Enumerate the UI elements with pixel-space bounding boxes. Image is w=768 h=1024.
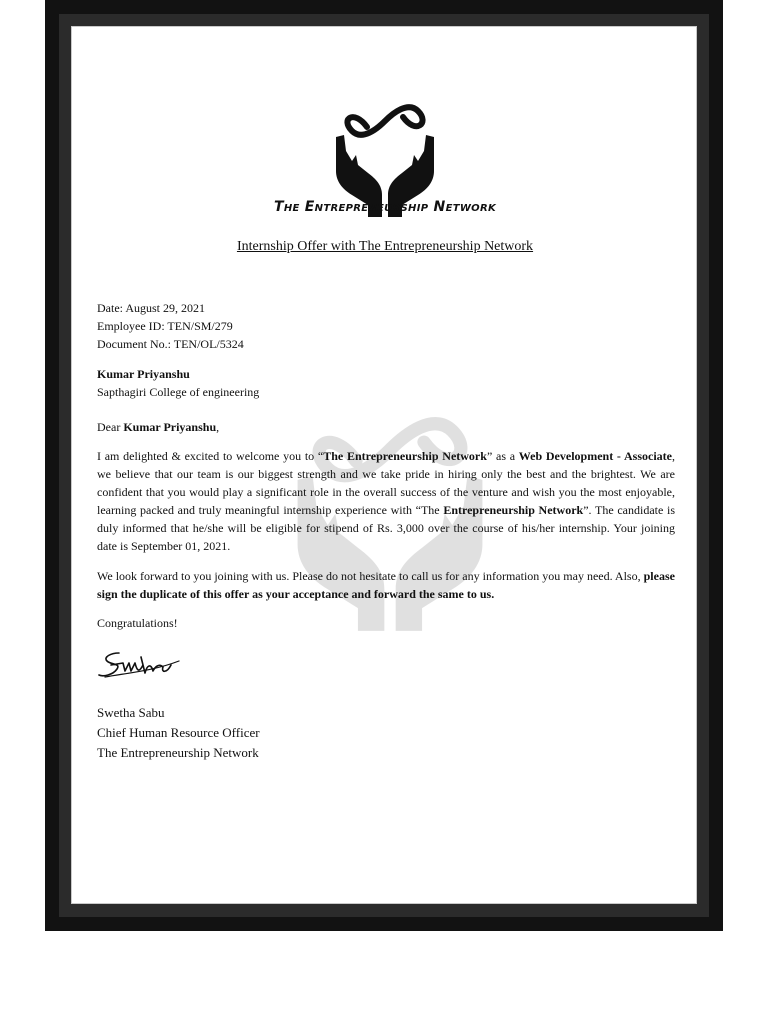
- body1-text-1: I am delighted & excited to welcome you to “: [97, 449, 324, 463]
- body1-text-4: ”. The candidate is duly informed that he/she will be eligible for stipend of Rs. 3,000 over the course of his/her internship. Your joining date is September 01, 2021.: [97, 503, 675, 553]
- recipient-college: Sapthagiri College of engineering: [97, 385, 260, 399]
- greeting: [97, 418, 219, 436]
- letter-page: [71, 26, 697, 904]
- closing-line: Congratulations!: [97, 616, 178, 630]
- signoff-block: [97, 703, 260, 763]
- body2-text-1: We look forward to you joining with us. Please do not hesitate to call us for any information you may need. Also,: [97, 569, 644, 583]
- body-paragraph-2: [97, 567, 675, 603]
- meta-document-no: Document No.: TEN/OL/5324: [97, 337, 244, 351]
- signoff-name: Swetha Sabu: [97, 705, 165, 720]
- body1-text-2: ” as a: [486, 449, 519, 463]
- meta-employee-id: Employee ID: TEN/SM/279: [97, 319, 233, 333]
- greeting-prefix: Dear: [97, 420, 124, 434]
- recipient-block: [97, 365, 259, 401]
- greeting-suffix: ,: [216, 420, 220, 434]
- body1-bold-org: The Entrepreneurship Network: [323, 449, 487, 463]
- greeting-name: Kumar Priyanshu: [123, 420, 217, 434]
- body1-bold-role: Web Development - Associate: [518, 449, 672, 463]
- signoff-role: Chief Human Resource Officer: [97, 725, 260, 740]
- body2-bold-request: please sign the duplicate of this offer as your acceptance and forward the same to us.: [97, 569, 675, 601]
- meta-date: Date: August 29, 2021: [97, 301, 205, 315]
- signoff-org: The Entrepreneurship Network: [97, 745, 259, 760]
- recipient-name: Kumar Priyanshu: [97, 367, 190, 381]
- letter-meta: [97, 299, 244, 353]
- body-paragraph-1: [97, 447, 675, 555]
- page-title: Internship Offer with The Entrepreneurship Network: [236, 239, 534, 254]
- body1-text-3: , we believe that our team is our biggest strength and we take pride in hiring only the best and the brightest. We are confident that you would play a significant role in the overall success of the venture and wish you the most enjoyable, learning packed and truly meaningful internship experience with “The: [97, 449, 675, 517]
- brand-name: The Entrepreneurship Network: [273, 199, 497, 215]
- body1-bold-org-2: Entrepreneurship Network: [443, 503, 584, 517]
- handwritten-signature: [97, 647, 183, 683]
